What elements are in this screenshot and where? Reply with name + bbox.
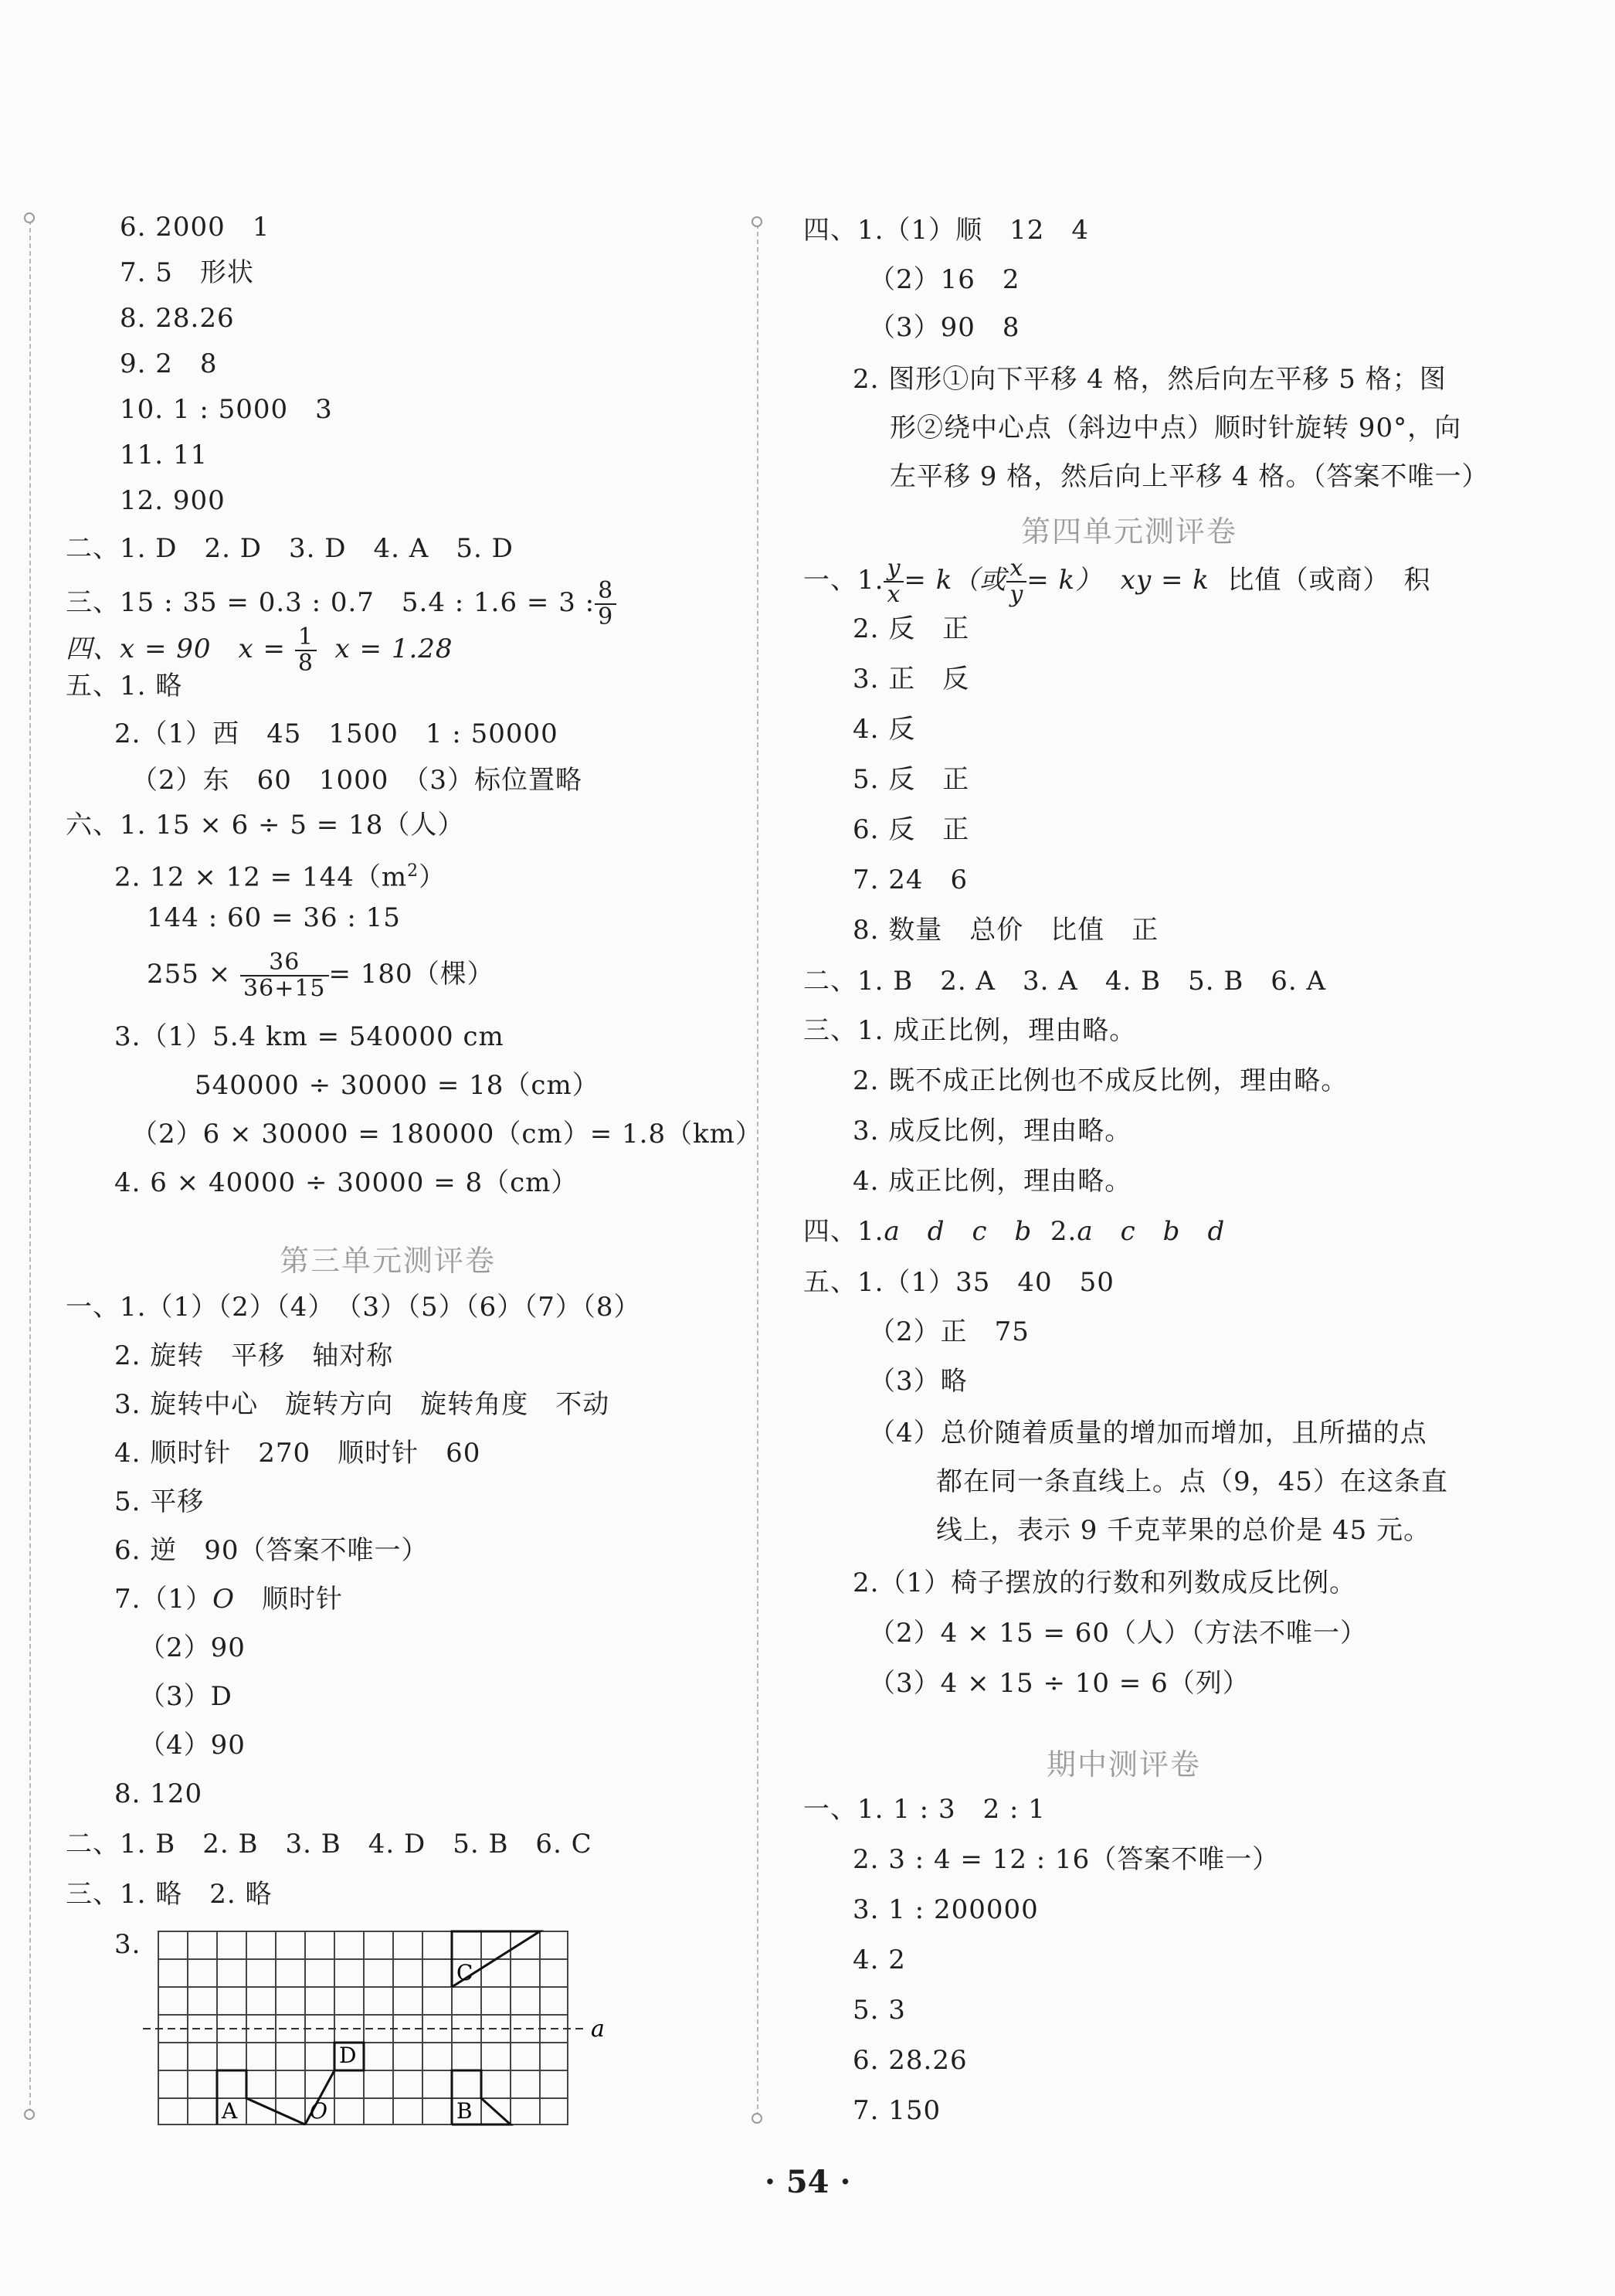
answer-line: 4. 顺时针 270 顺时针 60 <box>114 1438 481 1469</box>
left-rule-top-dot <box>24 212 35 223</box>
letter-order: a c b d <box>1077 1216 1226 1247</box>
area-text: 2. 12 × 12 = 144（m <box>114 861 408 893</box>
answer-line: 二、1. D 2. D 3. D 4. A 5. D <box>66 533 514 564</box>
rotation-answer-line <box>114 1582 343 1616</box>
answer-line: （3）略 <box>869 1366 968 1397</box>
answer-line: 11. 11 <box>120 440 209 470</box>
order-answer-line <box>803 1214 1225 1248</box>
answer-line: 12. 900 <box>120 485 226 516</box>
answer-line: （4）90 <box>139 1730 246 1761</box>
answer-line: （2）4 × 15 = 60（人）（方法不唯一） <box>869 1618 1367 1649</box>
answer-line: 6. 2000 1 <box>120 212 270 243</box>
equation-text: x = 1.28 <box>334 633 453 664</box>
fraction-numerator: y <box>884 556 904 582</box>
equation-text: 四、x = 90 x = <box>66 633 287 664</box>
answer-line: （2）90 <box>139 1632 246 1663</box>
point-o: O <box>212 1584 235 1615</box>
fraction-numerator: 1 <box>295 625 317 651</box>
proportion-definition-line <box>803 553 1431 607</box>
answer-line: 五、1.（1）35 40 50 <box>803 1267 1115 1298</box>
answer-line: （3）90 8 <box>869 312 1020 343</box>
answer-text: 比值（或商） 积 <box>1227 565 1431 596</box>
answer-line: 5. 反 正 <box>853 764 970 795</box>
fraction-numerator: x <box>1006 556 1026 582</box>
superscript: 2 <box>407 861 419 881</box>
fraction-x-over-y <box>1006 556 1026 607</box>
answer-line: 3. 1 : 200000 <box>853 1894 1039 1925</box>
answer-line: 4. 6 × 40000 ÷ 30000 = 8（cm） <box>114 1167 578 1198</box>
rotation-text: 7.（1） <box>114 1584 213 1615</box>
section-title-unit4: 第四单元测评卷 <box>1021 515 1238 549</box>
answer-line: 8. 120 <box>114 1778 203 1809</box>
answer-line: 6. 反 正 <box>853 814 970 845</box>
answer-line: 2. 旋转 平移 轴对称 <box>114 1340 394 1371</box>
left-rule-bottom-dot <box>24 2109 35 2120</box>
answer-line: 5. 3 <box>853 1995 906 2026</box>
grid-label-d: D <box>339 2043 357 2068</box>
answer-line: 8. 28.26 <box>120 303 235 334</box>
answer-line: （4）总价随着质量的增加而增加，且所描的点 <box>869 1418 1427 1449</box>
answer-line: 6. 逆 90（答案不唯一） <box>114 1535 429 1566</box>
answer-line: 4. 成正比例，理由略。 <box>853 1166 1132 1197</box>
answer-line: 2. 3 : 4 = 12 : 16（答案不唯一） <box>853 1844 1280 1875</box>
answer-line: （2）6 × 30000 = 180000（cm）= 1.8（km） <box>131 1119 762 1150</box>
answer-line: 线上，表示 9 千克苹果的总价是 45 元。 <box>936 1515 1431 1546</box>
answer-line: （2）东 60 1000 （3）标位置略 <box>131 765 583 796</box>
answer-line: 4. 2 <box>853 1944 906 1975</box>
answer-line: 2.（1）西 45 1500 1 : 50000 <box>114 718 558 749</box>
fraction-y-over-x <box>884 556 904 607</box>
answer-line: 3. 成反比例，理由略。 <box>853 1116 1132 1146</box>
equation-answer-line <box>66 624 453 676</box>
tree-answer-line <box>147 947 494 1001</box>
answer-line: 7. 5 形状 <box>120 257 254 288</box>
ratio-text: 三、15 : 35 = 0.3 : 0.7 5.4 : 1.6 = 3 : <box>66 587 595 618</box>
answer-line: 3.（1）5.4 km = 540000 cm <box>114 1021 504 1052</box>
section-title-midterm: 期中测评卷 <box>1047 1747 1202 1781</box>
center-rule-bottom-dot <box>752 2113 762 2124</box>
fraction-denominator: 9 <box>598 603 614 630</box>
answer-line: 7. 24 6 <box>853 864 969 895</box>
fraction-numerator: 36 <box>240 950 328 976</box>
page-number: · 54 · <box>765 2164 851 2200</box>
answer-line: 形②绕中心点（斜边中点）顺时针旋转 90°，向 <box>890 413 1462 443</box>
answer-line: 3. <box>114 1929 141 1960</box>
answer-line: 五、1. 略 <box>66 671 183 701</box>
answer-line: 10. 1 : 5000 3 <box>120 394 333 425</box>
fraction-1-8 <box>295 625 317 676</box>
fraction-denominator: y <box>1009 581 1024 608</box>
fraction-numerator: 8 <box>595 579 616 605</box>
fraction-denominator: x <box>887 581 901 608</box>
ratio-answer-line <box>66 578 616 630</box>
answer-line: （3）D <box>139 1681 232 1712</box>
answer-line: 6. 28.26 <box>853 2045 968 2076</box>
equation-part: = k（或 <box>904 565 1007 596</box>
equation-part: = k） <box>1026 565 1103 596</box>
answer-line: 2. 既不成正比例也不成反比例，理由略。 <box>853 1065 1349 1096</box>
grid-label-c: C <box>456 1960 473 1985</box>
item-prefix: 一、1. <box>803 565 884 596</box>
answer-line: 四、1.（1）顺 12 4 <box>803 215 1089 246</box>
answer-line: 3. 旋转中心 旋转方向 旋转角度 不动 <box>114 1389 610 1420</box>
answer-line: 2.（1）椅子摆放的行数和列数成反比例。 <box>853 1567 1357 1598</box>
item-prefix: 2. <box>1050 1216 1077 1247</box>
answer-line: 一、1.（1）（2）（4） （3）（5）（6）（7）（8） <box>66 1292 641 1323</box>
answer-line: 540000 ÷ 30000 = 18（cm） <box>195 1070 599 1101</box>
section-title-unit3: 第三单元测评卷 <box>280 1244 497 1278</box>
grid-label-axis-a: a <box>591 2016 605 2043</box>
transformation-grid-figure <box>143 1924 622 2132</box>
area-text-end: ） <box>419 861 446 893</box>
answer-line: 9. 2 8 <box>120 348 218 379</box>
fraction-denominator: 8 <box>297 650 314 677</box>
answer-line: 都在同一条直线上。点（9，45）在这条直 <box>936 1466 1448 1497</box>
answer-line: 三、1. 略 2. 略 <box>66 1879 273 1910</box>
answer-line: 一、1. 1 : 3 2 : 1 <box>803 1794 1046 1825</box>
answer-line: 左平移 9 格，然后向上平移 4 格。（答案不唯一） <box>890 461 1489 492</box>
grid-label-o: O <box>310 2098 327 2124</box>
tree-text: 255 × <box>147 959 232 990</box>
item-prefix: 四、1. <box>803 1216 884 1247</box>
answer-line: 3. 正 反 <box>853 664 970 695</box>
fraction-8-9 <box>595 579 616 630</box>
left-margin-rule <box>29 220 31 2113</box>
grid-label-b: B <box>456 2098 473 2124</box>
answer-line: 二、1. B 2. A 3. A 4. B 5. B 6. A <box>803 966 1327 997</box>
area-answer-line <box>114 854 446 894</box>
answer-line: 144 : 60 = 36 : 15 <box>147 902 401 933</box>
answer-line: （2）16 2 <box>869 264 1020 295</box>
fraction-denominator: 36+15 <box>243 975 326 1002</box>
answer-line: 8. 数量 总价 比值 正 <box>853 915 1159 946</box>
rotation-text-end: 顺时针 <box>234 1584 343 1615</box>
answer-line: 六、1. 15 × 6 ÷ 5 = 18（人） <box>66 810 465 841</box>
fraction-36-51 <box>240 950 328 1001</box>
answer-line: 4. 反 <box>853 714 916 745</box>
grid-label-a: A <box>222 2098 238 2124</box>
answer-line: 三、1. 成正比例，理由略。 <box>803 1015 1137 1046</box>
answer-line: 5. 平移 <box>114 1486 205 1517</box>
letter-order: a d c b <box>884 1216 1033 1247</box>
center-divider-rule <box>757 224 758 2117</box>
equation-part: xy = k <box>1120 565 1210 596</box>
tree-text-end: = 180（棵） <box>328 959 494 990</box>
answer-line: （3）4 × 15 ÷ 10 = 6（列） <box>869 1668 1250 1699</box>
center-rule-top-dot <box>752 216 762 227</box>
answer-line: 2. 图形①向下平移 4 格，然后向左平移 5 格；图 <box>853 364 1447 395</box>
answer-line: （2）正 75 <box>869 1316 1030 1347</box>
answer-line: 二、1. B 2. B 3. B 4. D 5. B 6. C <box>66 1829 592 1860</box>
answer-line: 7. 150 <box>853 2095 942 2126</box>
answer-line: 2. 反 正 <box>853 613 970 644</box>
